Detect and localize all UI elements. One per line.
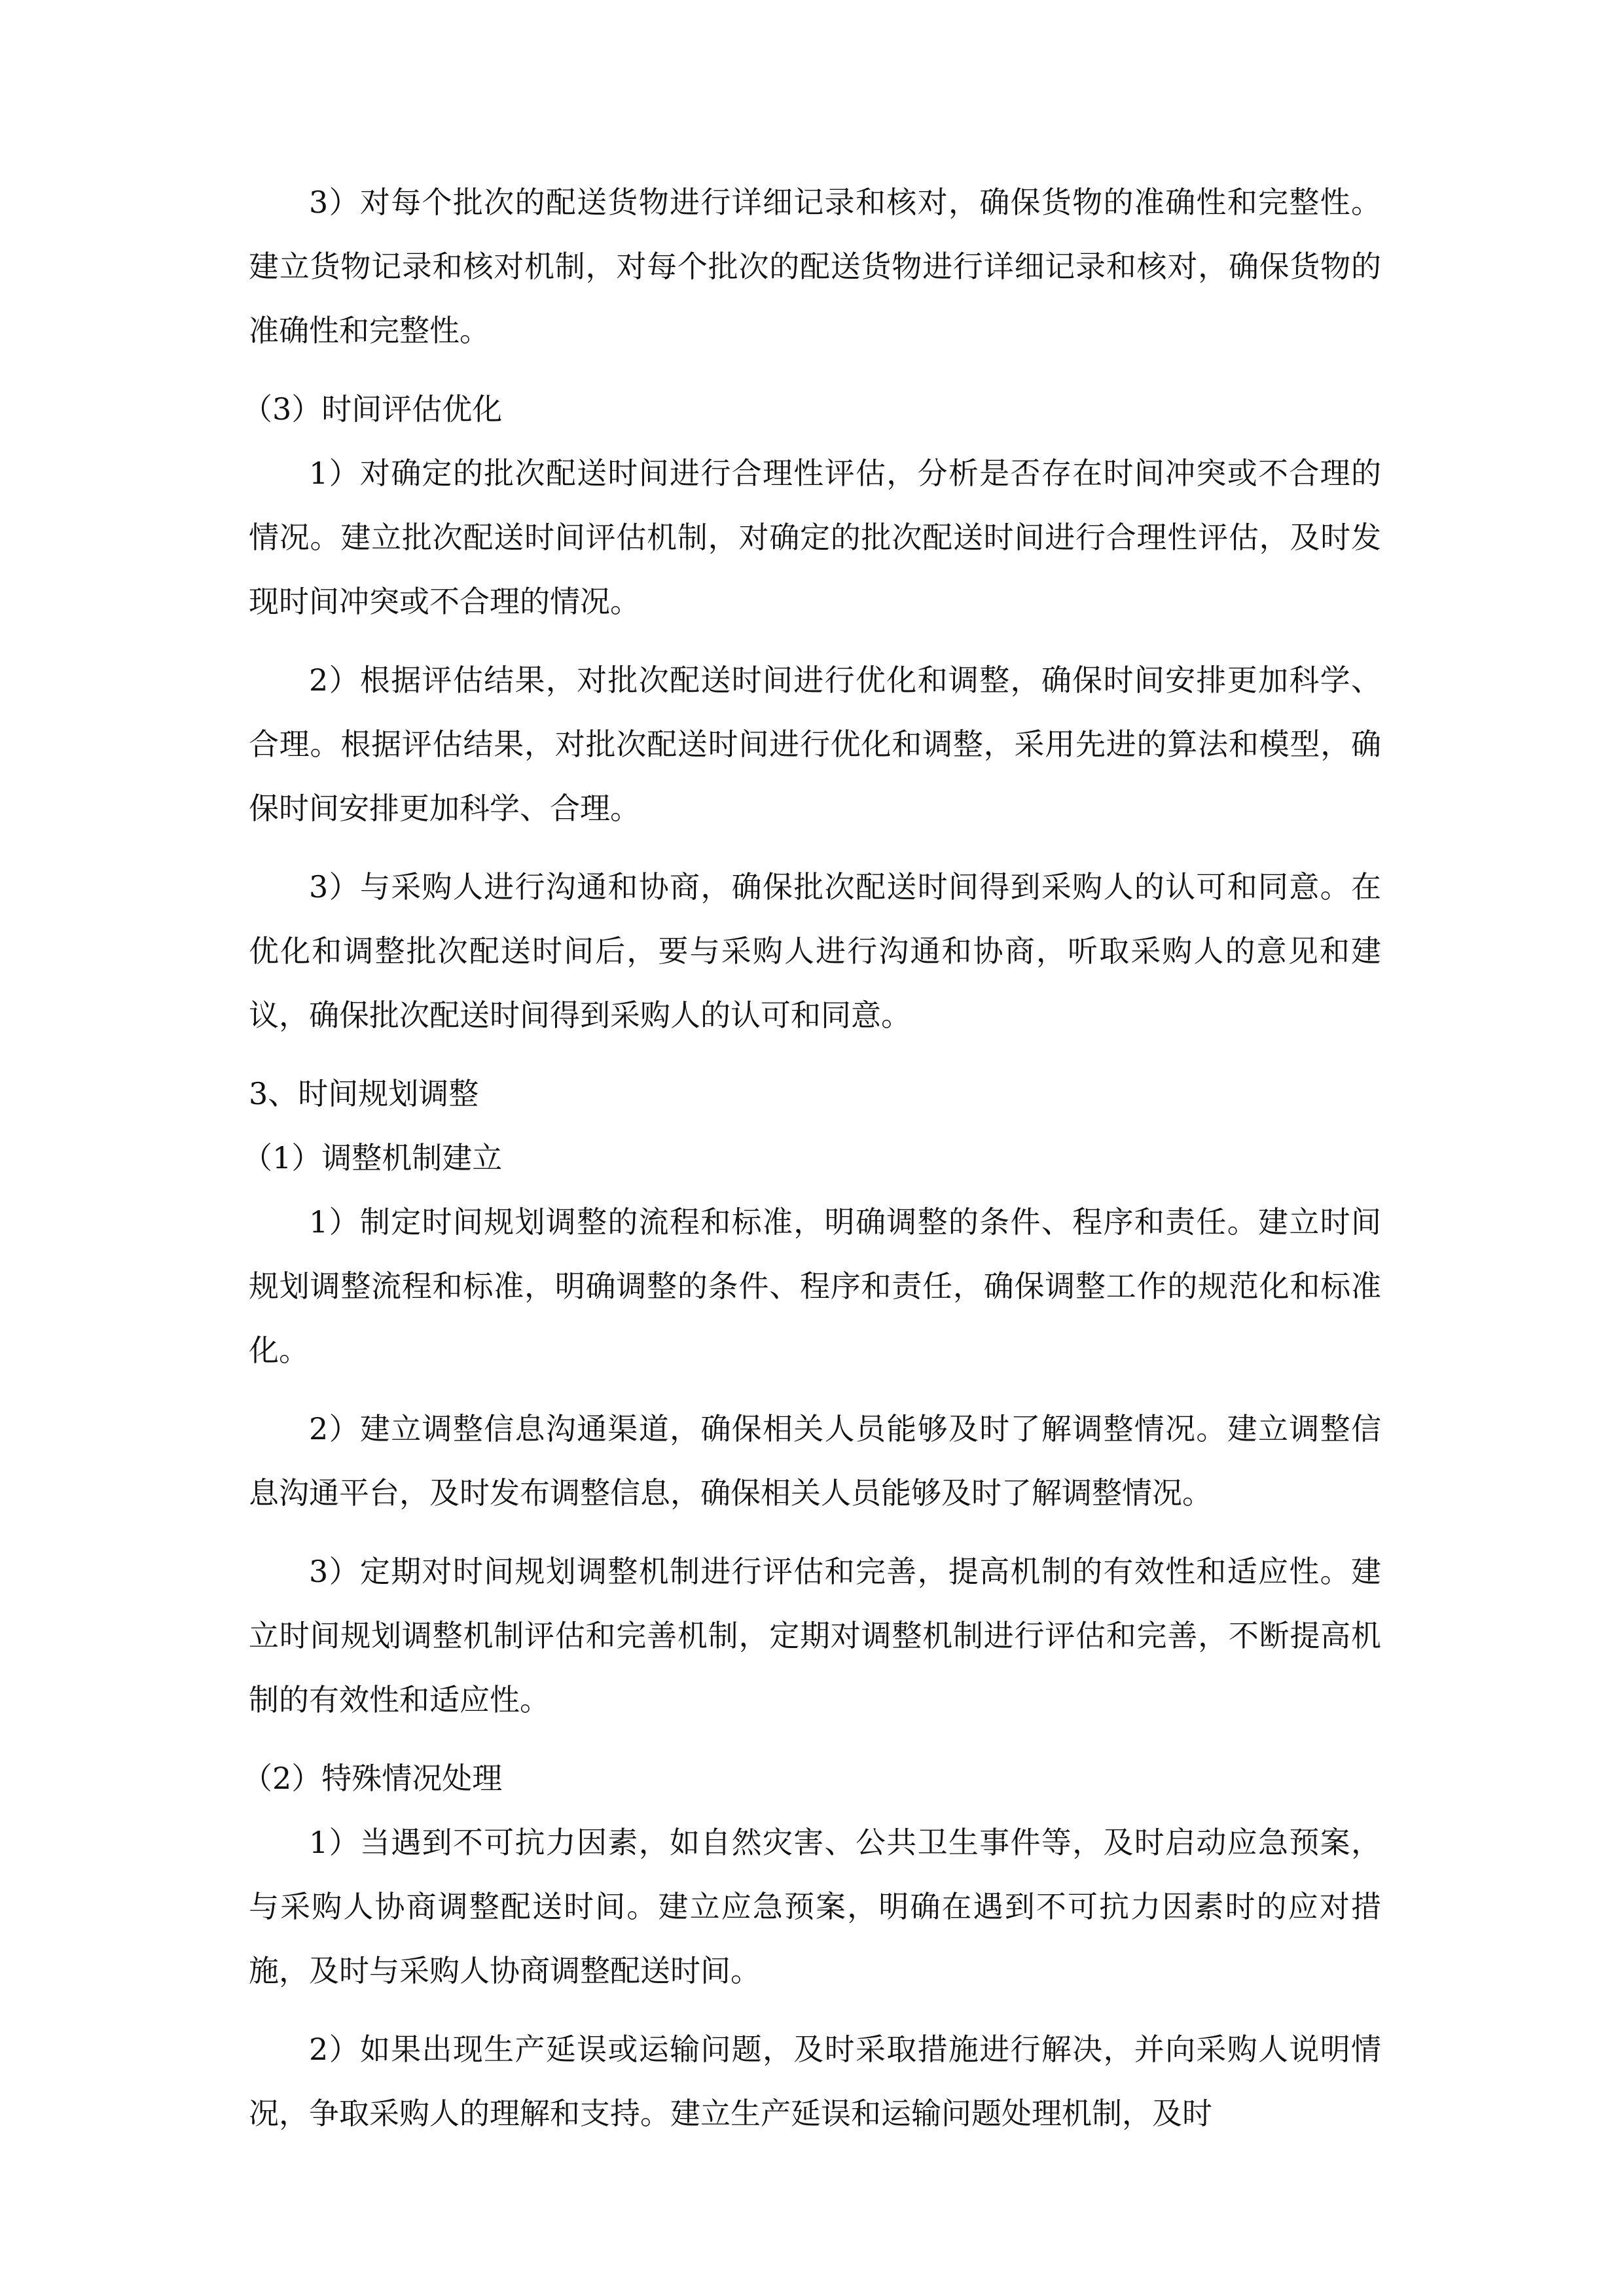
- paragraph-adjust-mechanism-3: 3）定期对时间规划调整机制进行评估和完善，提高机制的有效性和适应性。建立时间规划调整机制评估和完善机制，定期对调整机制进行评估和完善，不断提高机制的有效性和适应性。: [249, 1554, 1381, 1717]
- paragraph-time-evaluation-1: 1）对确定的批次配送时间进行合理性评估，分析是否存在时间冲突或不合理的情况。建立批次配送时间评估机制，对确定的批次配送时间进行合理性评估，及时发现时间冲突或不合理的情况。: [249, 456, 1381, 619]
- paragraph-special-cases-1: 1）当遇到不可抗力因素，如自然灾害、公共卫生事件等，及时启动应急预案，与采购人协商调整配送时间。建立应急预案，明确在遇到不可抗力因素时的应对措施，及时与采购人协商调整配送时间。: [249, 1825, 1381, 1988]
- paragraph-time-evaluation-3: 3）与采购人进行沟通和协商，确保批次配送时间得到采购人的认可和同意。在优化和调整批次配送时间后，要与采购人进行沟通和协商，听取采购人的意见和建议，确保批次配送时间得到采购人的认可和同意。: [249, 869, 1381, 1033]
- paragraph-time-evaluation-2: 2）根据评估结果，对批次配送时间进行优化和调整，确保时间安排更加科学、合理。根据评估结果，对批次配送时间进行优化和调整，采用先进的算法和模型，确保时间安排更加科学、合理。: [249, 662, 1381, 826]
- document-page: [242, 170, 1381, 2160]
- subheading-time-evaluation: （3）时间评估优化: [242, 391, 503, 427]
- paragraph-adjust-mechanism-1: 1）制定时间规划调整的流程和标准，明确调整的条件、程序和责任。建立时间规划调整流程和标准，明确调整的条件、程序和责任，确保调整工作的规范化和标准化。: [249, 1204, 1381, 1368]
- subheading-adjust-mechanism: （1）调整机制建立: [242, 1140, 503, 1175]
- paragraph-adjust-mechanism-2: 2）建立调整信息沟通渠道，确保相关人员能够及时了解调整情况。建立调整信息沟通平台，及时发布调整信息，确保相关人员能够及时了解调整情况。: [249, 1411, 1381, 1511]
- paragraph-goods-record: 3）对每个批次的配送货物进行详细记录和核对，确保货物的准确性和完整性。建立货物记录和核对机制，对每个批次的配送货物进行详细记录和核对，确保货物的准确性和完整性。: [249, 185, 1381, 348]
- section-heading-time-planning: 3、时间规划调整: [249, 1076, 479, 1111]
- paragraph-special-cases-2: 2）如果出现生产延误或运输问题，及时采取措施进行解决，并向采购人说明情况，争取采购人的理解和支持。建立生产延误和运输问题处理机制，及时: [249, 2032, 1381, 2131]
- subheading-special-cases: （2）特殊情况处理: [242, 1761, 503, 1796]
